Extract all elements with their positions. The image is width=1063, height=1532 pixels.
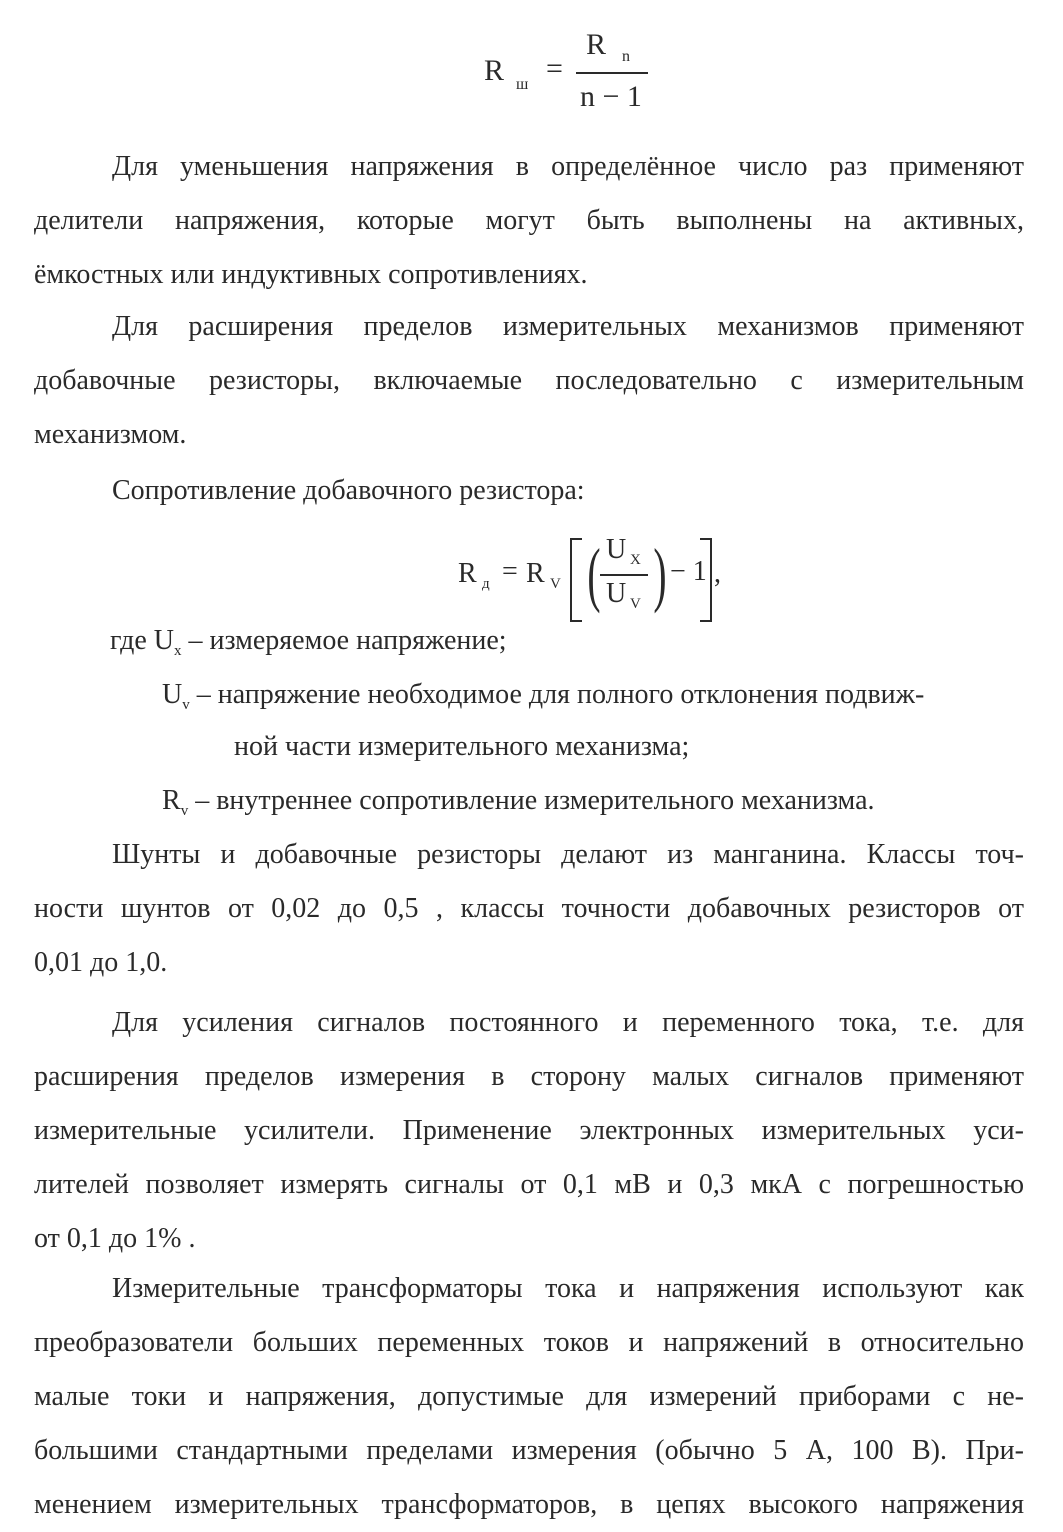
formula-numerator-subscript: X — [630, 552, 641, 568]
text-line: менением измерительных трансформаторов, в цепях высокого напряжения — [34, 1489, 1024, 1520]
formula-rv: R — [526, 558, 545, 589]
formula-lhs-subscript: ш — [516, 76, 529, 93]
formula-lhs: R — [458, 558, 477, 589]
symbol-ux: U — [153, 625, 174, 656]
formula-minus-one: − 1 — [670, 556, 707, 587]
formula-equals: = — [502, 556, 518, 587]
formula-numerator-subscript: n — [622, 48, 630, 65]
formula-numerator: U — [606, 534, 627, 565]
definition-rv — [162, 774, 875, 832]
symbol-uv-subscript: v — [182, 697, 190, 713]
shunt-resistance-formula — [484, 28, 684, 118]
symbol-ux-subscript: x — [174, 643, 182, 659]
text-line: добавочные резисторы, включаемые последовательно с измерительным — [34, 365, 1024, 396]
symbol-rv-subscript: v — [180, 803, 189, 819]
fraction-bar — [600, 574, 648, 576]
right-bracket — [700, 538, 712, 622]
text-line: Для расширения пределов измерительных механизмов применяют — [112, 311, 1024, 342]
left-bracket — [570, 538, 582, 622]
text-line: Для усиления сигналов постоянного и переменного тока, т.е. для — [112, 1007, 1024, 1038]
definition-ux — [110, 614, 507, 672]
paragraph-manganin — [34, 828, 1024, 990]
definition-uv — [162, 668, 924, 726]
formula-denominator: n − 1 — [580, 80, 642, 113]
definition-text: – измеряемое напряжение; — [188, 625, 507, 656]
additional-resistor-formula — [458, 530, 738, 620]
left-paren: ( — [587, 534, 601, 614]
text-line: Измерительные трансформаторы тока и напряжения используют как — [112, 1273, 1024, 1304]
text-line: от 0,1 до 1% . — [34, 1223, 196, 1254]
text-line: Сопротивление добавочного резистора: — [112, 475, 585, 506]
text-line: ёмкостных или индуктивных сопротивлениях. — [34, 259, 588, 290]
formula-numerator: R — [586, 28, 607, 61]
text-line: малые токи и напряжения, допустимые для измерений приборами с не- — [34, 1381, 1024, 1412]
text-line: лителей позволяет измерять сигналы от 0,1 мВ и 0,3 мкА с погрешностью — [34, 1169, 1024, 1200]
formula-denominator-subscript: V — [630, 596, 641, 612]
symbol-rv: R — [162, 785, 181, 816]
text-line: Для уменьшения напряжения в определённое число раз применяют — [112, 151, 1024, 182]
paragraph-transformers — [34, 1262, 1024, 1532]
text-line: измерительные усилители. Применение электронных измерительных уси- — [34, 1115, 1024, 1146]
text-line: 0,01 до 1,0. — [34, 947, 168, 978]
definition-text: – внутреннее сопротивление измерительного механизма. — [195, 785, 875, 816]
symbol-uv: U — [162, 679, 183, 710]
where-label: где — [110, 625, 147, 656]
right-paren: ) — [653, 534, 667, 614]
paragraph-resistor-label — [112, 464, 1012, 518]
paragraph-additional-resistors — [34, 300, 1024, 462]
text-line: расширения пределов измерения в сторону малых сигналов применяют — [34, 1061, 1024, 1092]
formula-lhs: R — [484, 54, 505, 87]
definition-text: ной части измерительного механизма; — [234, 731, 690, 762]
text-line: ности шунтов от 0,02 до 0,5 , классы точности добавочных резисторов от — [34, 893, 1024, 924]
formula-equals: = — [546, 52, 563, 85]
fraction-bar — [576, 72, 648, 74]
formula-lhs-subscript: д — [482, 576, 490, 592]
formula-rv-subscript: V — [550, 576, 561, 592]
formula-denominator: U — [606, 578, 627, 609]
text-line: делители напряжения, которые могут быть выполнены на активных, — [34, 205, 1024, 236]
text-line: преобразователи больших переменных токов и напряжений в относительно — [34, 1327, 1024, 1358]
paragraph-amplifiers — [34, 996, 1024, 1266]
paragraph-voltage-dividers — [34, 140, 1024, 302]
formula-comma: , — [714, 558, 721, 589]
definition-uv-continued — [234, 720, 689, 774]
text-line: большими стандартными пределами измерения (обычно 5 А, 100 В). При- — [34, 1435, 1024, 1466]
definition-text: – напряжение необходимое для полного отклонения подвиж- — [196, 679, 925, 710]
text-line: Шунты и добавочные резисторы делают из манганина. Классы точ- — [112, 839, 1024, 870]
text-line: механизмом. — [34, 419, 187, 450]
